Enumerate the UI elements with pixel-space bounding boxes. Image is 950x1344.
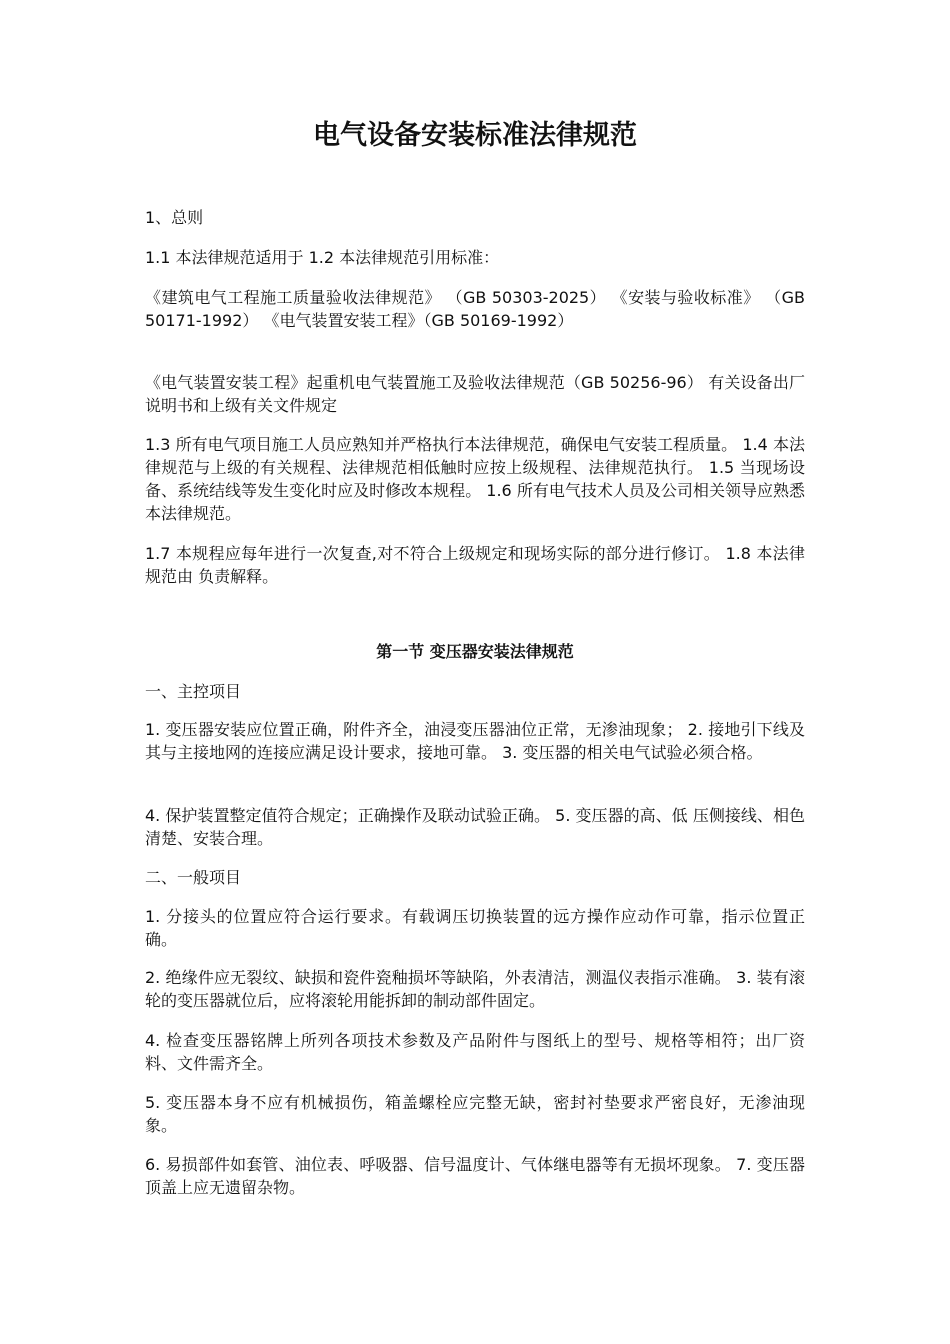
paragraph-general-6: 6. 易损部件如套管、油位表、呼吸器、信号温度计、气体继电器等有无损坏现象。 7. 变压器顶盖上应无遗留杂物。 <box>145 1155 805 1197</box>
paragraph-references-2: 《电气装置安装工程》起重机电气装置施工及验收法律规范（GB 50256-96） 有关设备出厂说明书和上级有关文件规定 <box>145 373 805 415</box>
section-heading: 第一节 变压器安装法律规范 <box>376 642 574 661</box>
paragraph-general-items: 二、一般项目 <box>145 868 242 887</box>
paragraph-general-4: 4. 检查变压器铭牌上所列各项技术参数及产品附件与图纸上的型号、规格等相符；出厂资料、文件需齐全。 <box>145 1031 805 1073</box>
paragraph-main-1: 1. 变压器安装应位置正确，附件齐全，油浸变压器油位正常，无渗油现象； 2. 接地引下线及其与主接地网的连接应满足设计要求，接地可靠。 3. 变压器的相关电气试验必须合格。 <box>145 720 805 762</box>
paragraph-general-2: 2. 绝缘件应无裂纹、缺损和瓷件瓷釉损坏等缺陷，外表清洁，测温仪表指示准确。 3. 装有滚轮的变压器就位后，应将滚轮用能拆卸的制动部件固定。 <box>145 968 805 1010</box>
document-title: 电气设备安装标准法律规范 <box>313 120 637 151</box>
paragraph-1-1: 1.1 本法律规范适用于 1.2 本法律规范引用标准： <box>145 248 500 267</box>
paragraph-1-3: 1.3 所有电气项目施工人员应熟知并严格执行本法律规范，确保电气安装工程质量。 1.4 本法律规范与上级的有关规程、法律规范相低触时应按上级规程、法律规范执行。 1.5 当现场设备、系统结线等发生变化时应及时修改本规程。 1.6 所有电气技术人员及公司相关领导应熟悉本法律规范。 <box>145 435 805 523</box>
paragraph-references: 《建筑电气工程施工质量验收法律规范》 （GB 50303-2025） 《安装与验收标准》 （GB 50171-1992） 《电气装置安装工程》（GB 50169-1992） <box>145 288 805 330</box>
paragraph-1-7: 1.7 本规程应每年进行一次复查,对不符合上级规定和现场实际的部分进行修订。 1.8 本法律规范由 负责解释。 <box>145 544 805 586</box>
paragraph-general-5: 5. 变压器本身不应有机械损伤，箱盖螺栓应完整无缺，密封衬垫要求严密良好，无渗油现象。 <box>145 1093 805 1135</box>
paragraph-main-4: 4. 保护装置整定值符合规定；正确操作及联动试验正确。 5. 变压器的高、低 压侧接线、相色清楚、安装合理。 <box>145 806 805 848</box>
paragraph-general-1: 1. 分接头的位置应符合运行要求。有载调压切换装置的远方操作应动作可靠，指示位置正确。 <box>145 907 805 949</box>
paragraph-general: 1、总则 <box>145 208 204 227</box>
paragraph-main-items: 一、主控项目 <box>145 682 242 701</box>
